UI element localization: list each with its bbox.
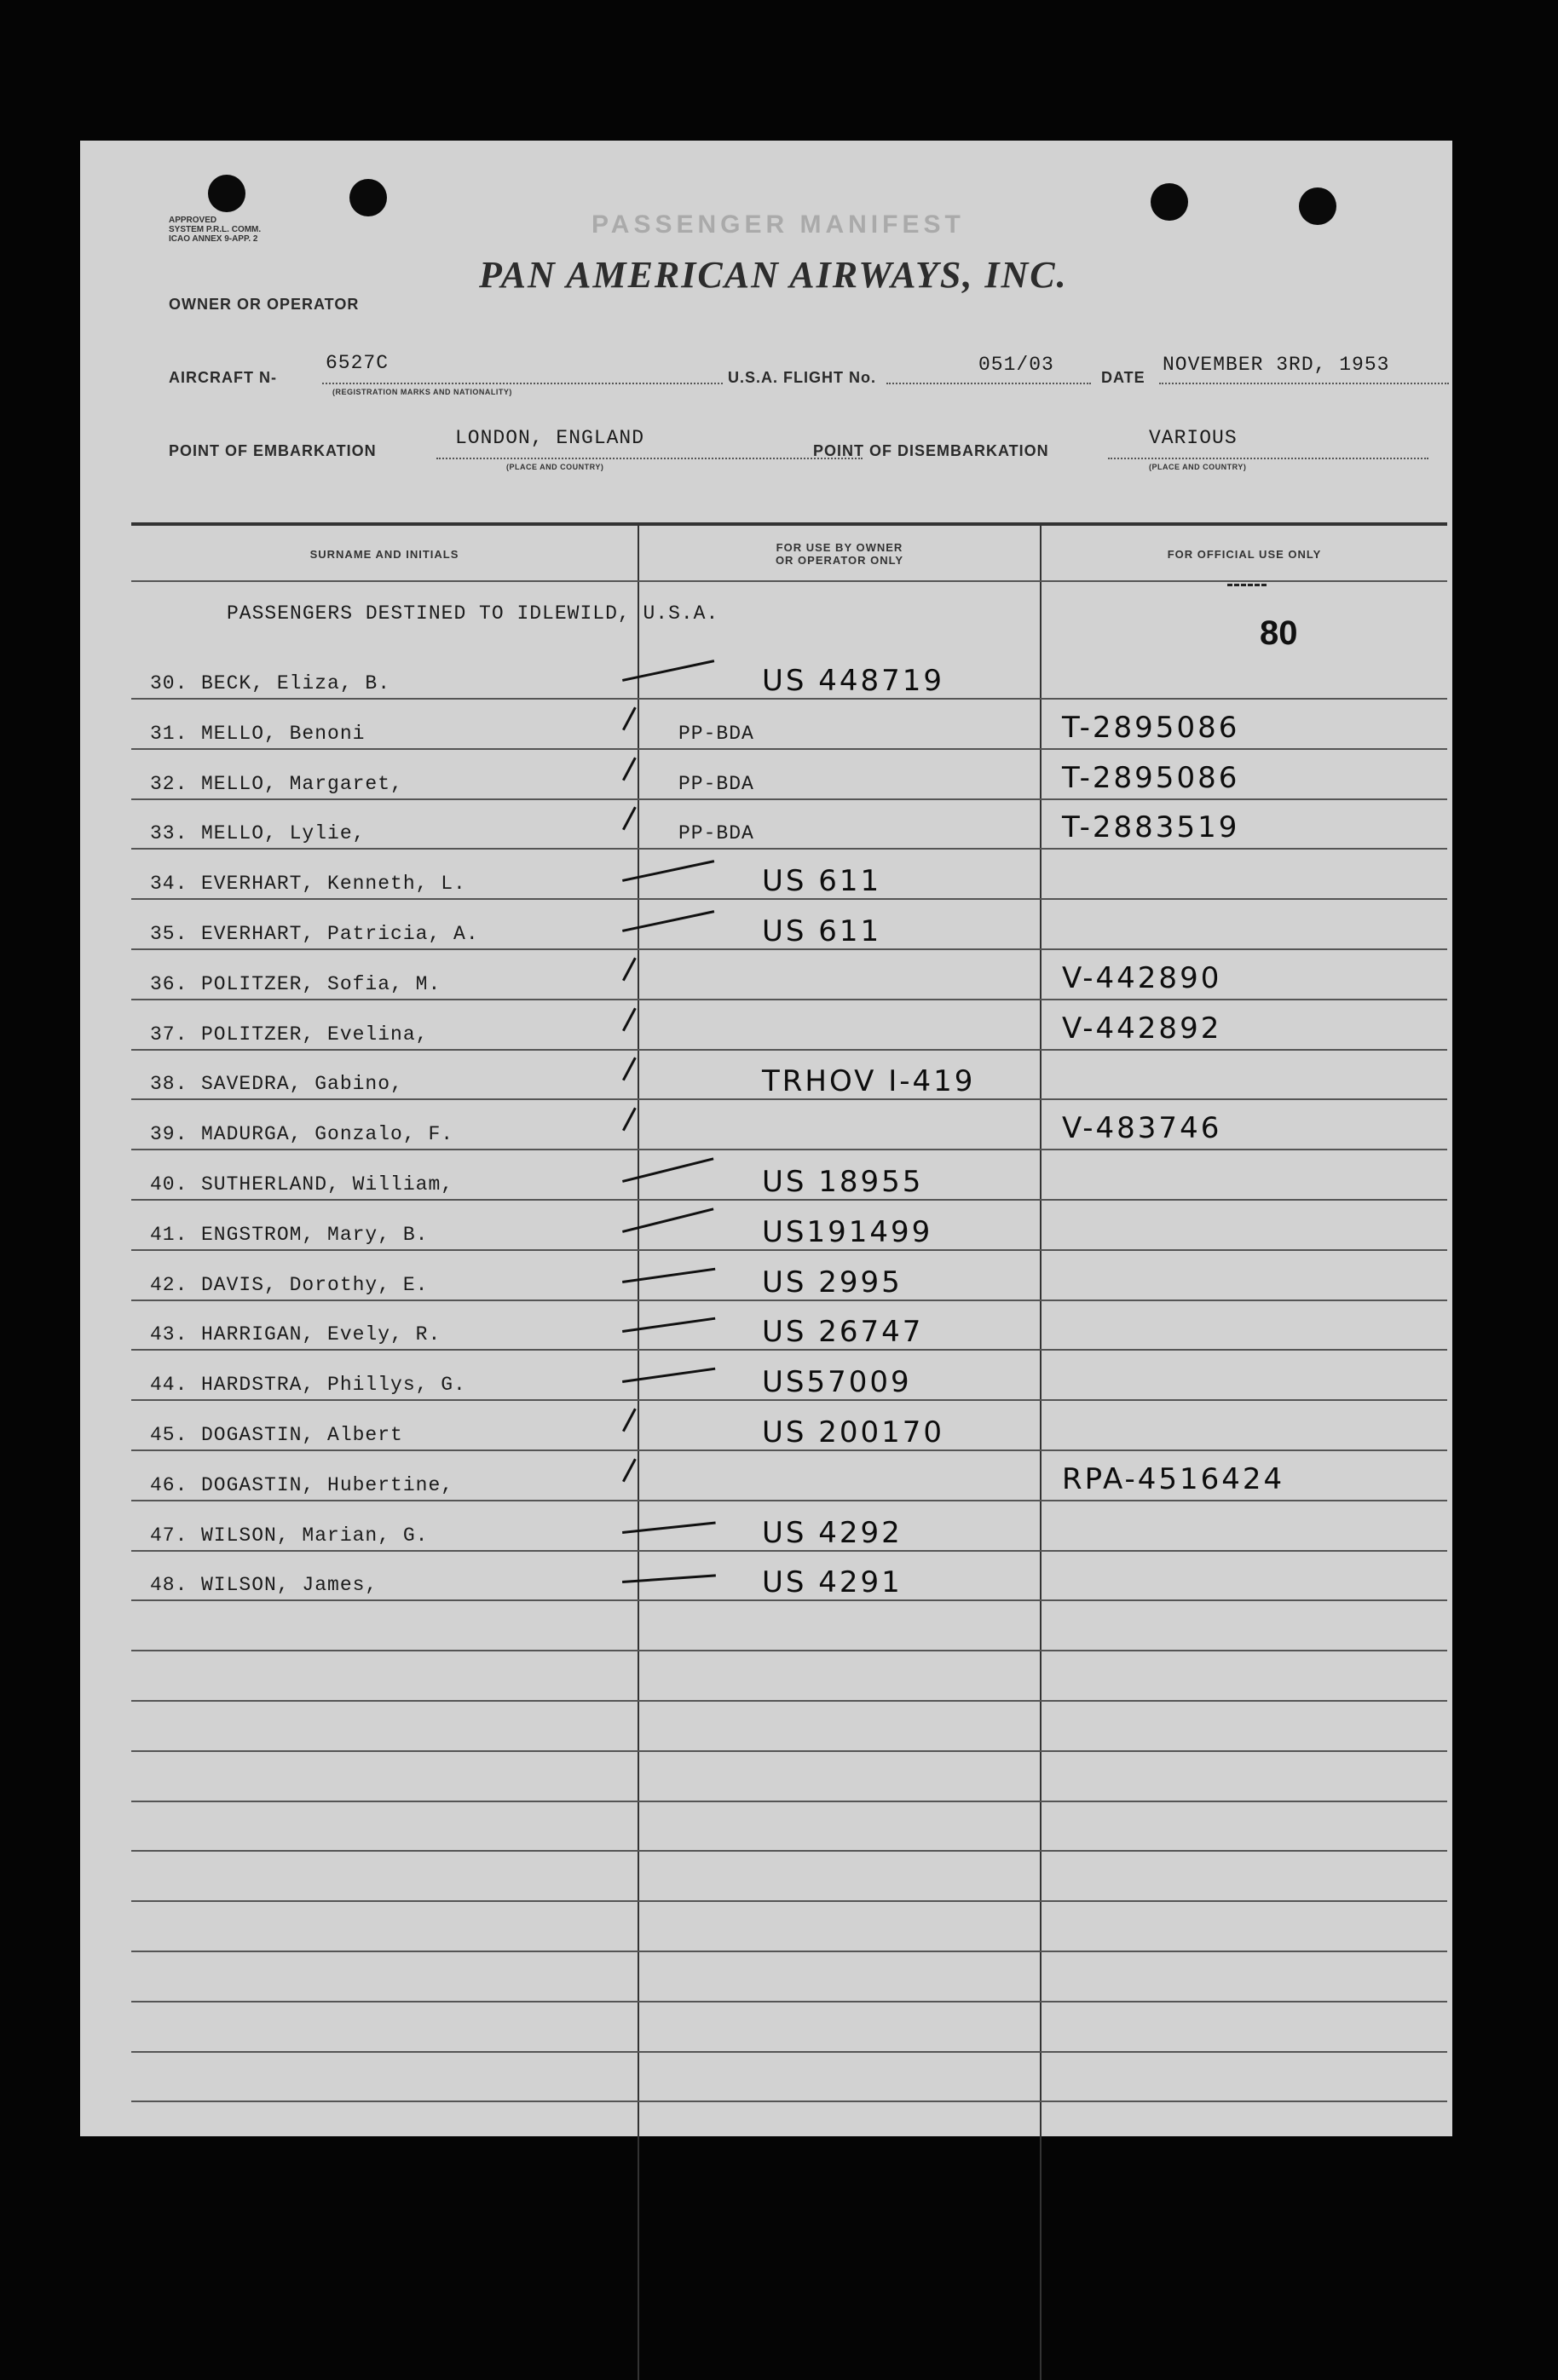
header-bottom-border [131, 580, 1447, 582]
column-header-surname: SURNAME AND INITIALS [309, 548, 459, 561]
passenger-number: 35. [150, 923, 188, 945]
official-entry: T-2895086 [1062, 760, 1240, 795]
page-count-dashes [1227, 584, 1267, 589]
column-header-owner-line-2: OR OPERATOR ONLY [775, 554, 904, 567]
column-header-owner [639, 541, 1040, 567]
check-mark [622, 1368, 715, 1383]
passenger-number: 33. [150, 822, 188, 845]
passenger-name: MELLO, Lylie, [201, 822, 366, 845]
flight-value: 051/03 [978, 354, 1054, 376]
owner-entry: US57009 [762, 1365, 912, 1400]
blank-row-rule [131, 2001, 1447, 2003]
check-mark [622, 1007, 637, 1031]
passenger-name: POLITZER, Evelina, [201, 1023, 429, 1046]
passenger-name: EVERHART, Kenneth, L. [201, 873, 466, 896]
check-mark [622, 1409, 637, 1432]
manifest-page [80, 141, 1452, 2136]
passenger-number: 32. [150, 772, 188, 795]
owner-entry: US 4292 [762, 1515, 903, 1550]
passenger-name: WILSON, James, [201, 1574, 378, 1597]
owner-entry: PP-BDA [678, 772, 754, 795]
passenger-number: 30. [150, 672, 188, 694]
owner-entry: US191499 [762, 1214, 933, 1249]
check-mark [622, 706, 637, 730]
passenger-name: MADURGA, Gonzalo, F. [201, 1123, 454, 1146]
passenger-number: 48. [150, 1574, 188, 1597]
passenger-number: 31. [150, 722, 188, 745]
passenger-name: DOGASTIN, Hubertine, [201, 1473, 454, 1496]
check-mark [622, 1267, 715, 1282]
row-rule [131, 898, 1447, 900]
passenger-number: 38. [150, 1073, 188, 1096]
blank-row-rule [131, 2051, 1447, 2053]
passenger-number: 47. [150, 1524, 188, 1547]
punch-hole-right-1 [1151, 183, 1188, 221]
blank-row-rule [131, 1850, 1447, 1852]
check-mark [622, 957, 637, 981]
passenger-name: DOGASTIN, Albert [201, 1424, 403, 1446]
section-heading: PASSENGERS DESTINED TO IDLEWILD, U.S.A. [227, 602, 719, 625]
embark-place-note: (PLACE AND COUNTRY) [506, 463, 604, 471]
passenger-name: DAVIS, Dorothy, E. [201, 1273, 429, 1296]
passenger-number: 44. [150, 1374, 188, 1397]
check-mark [622, 1207, 713, 1233]
passenger-number: 41. [150, 1223, 188, 1246]
passenger-number: 43. [150, 1323, 188, 1346]
company-name: PAN AMERICAN AIRWAYS, INC. [479, 254, 1068, 296]
official-entry: RPA-4516424 [1062, 1461, 1285, 1496]
disembark-place-note: (PLACE AND COUNTRY) [1149, 463, 1247, 471]
check-mark [622, 1157, 713, 1183]
passenger-number: 34. [150, 873, 188, 896]
approved-line-3: ICAO ANNEX 9-APP. 2 [169, 234, 258, 244]
owner-entry: TRHOV I-419 [762, 1064, 976, 1099]
owner-entry: US 4291 [762, 1565, 903, 1600]
page-count: 80 [1260, 614, 1298, 652]
passenger-name: MELLO, Margaret, [201, 772, 403, 795]
passenger-number: 36. [150, 972, 188, 995]
check-mark [622, 757, 637, 781]
blank-row-rule [131, 1650, 1447, 1651]
passenger-name: BECK, Eliza, B. [201, 672, 391, 694]
check-mark [622, 1057, 637, 1081]
row-rule [131, 798, 1447, 800]
passenger-number: 40. [150, 1173, 188, 1196]
owner-entry: PP-BDA [678, 822, 754, 845]
passenger-name: HARRIGAN, Evely, R. [201, 1323, 441, 1346]
blank-row-rule [131, 1700, 1447, 1702]
row-rule [131, 748, 1447, 750]
official-entry: V-442892 [1062, 1011, 1222, 1046]
official-entry: T-2883519 [1062, 810, 1240, 845]
aircraft-label: AIRCRAFT N- [169, 369, 277, 386]
passenger-name: ENGSTROM, Mary, B. [201, 1223, 429, 1246]
punch-hole-right-2 [1299, 187, 1336, 225]
flight-label: U.S.A. FLIGHT No. [728, 369, 876, 386]
blank-row-rule [131, 1801, 1447, 1802]
row-rule [131, 1149, 1447, 1150]
owner-entry: US 18955 [762, 1165, 924, 1199]
passenger-number: 42. [150, 1273, 188, 1296]
owner-entry: US 448719 [762, 664, 945, 698]
check-mark [622, 1458, 637, 1482]
date-value: NOVEMBER 3RD, 1953 [1163, 354, 1390, 376]
owner-entry: US 2995 [762, 1265, 903, 1299]
passenger-name: SUTHERLAND, William, [201, 1173, 454, 1196]
check-mark [622, 910, 714, 932]
check-mark [622, 660, 714, 682]
passenger-name: HARDSTRA, Phillys, G. [201, 1374, 466, 1397]
check-mark [622, 1317, 715, 1333]
punch-hole-left-1 [208, 175, 245, 212]
passenger-name: POLITZER, Sofia, M. [201, 972, 441, 995]
row-rule [131, 999, 1447, 1000]
row-rule [131, 1349, 1447, 1351]
row-rule [131, 1449, 1447, 1451]
approved-line-1: APPROVED [169, 216, 217, 225]
row-rule [131, 1098, 1447, 1100]
row-rule [131, 1249, 1447, 1251]
blank-row-rule [131, 1750, 1447, 1752]
check-mark [622, 807, 637, 831]
aircraft-value: 6527C [326, 352, 390, 374]
blank-row-rule [131, 2101, 1447, 2102]
column-header-official: FOR OFFICIAL USE ONLY [1167, 548, 1322, 561]
passenger-name: SAVEDRA, Gabino, [201, 1073, 403, 1096]
official-entry: V-483746 [1062, 1111, 1222, 1146]
row-rule [131, 1049, 1447, 1051]
row-rule [131, 1550, 1447, 1552]
punch-hole-left-2 [349, 179, 387, 216]
owner-entry: US 26747 [762, 1315, 924, 1350]
table-top-border [131, 522, 1447, 526]
passenger-number: 45. [150, 1424, 188, 1446]
official-entry: T-2895086 [1062, 710, 1240, 745]
owner-entry: PP-BDA [678, 722, 754, 745]
date-label: DATE [1101, 369, 1145, 386]
passenger-number: 39. [150, 1123, 188, 1146]
registration-note: (REGISTRATION MARKS AND NATIONALITY) [332, 388, 512, 396]
passenger-name: MELLO, Benoni [201, 722, 366, 745]
passenger-number: 37. [150, 1023, 188, 1046]
row-rule [131, 948, 1447, 950]
official-entry: V-442890 [1062, 960, 1222, 995]
row-rule [131, 1199, 1447, 1201]
passenger-name: EVERHART, Patricia, A. [201, 923, 479, 945]
disembark-value: VARIOUS [1149, 427, 1238, 449]
row-rule [131, 1500, 1447, 1501]
row-rule [131, 848, 1447, 850]
embark-value: LONDON, ENGLAND [455, 427, 645, 449]
row-rule [131, 1299, 1447, 1301]
approved-block [169, 216, 261, 244]
owner-entry: US 200170 [762, 1415, 945, 1449]
embark-label: POINT OF EMBARKATION [169, 442, 377, 459]
owner-label: OWNER OR OPERATOR [169, 296, 360, 313]
check-mark [622, 1575, 716, 1584]
blank-row-rule [131, 1900, 1447, 1902]
approved-line-2: SYSTEM P.R.L. COMM. [169, 225, 262, 234]
row-rule [131, 1399, 1447, 1401]
row-rule [131, 698, 1447, 700]
blank-row-rule [131, 1951, 1447, 1952]
passenger-name: WILSON, Marian, G. [201, 1524, 429, 1547]
form-title: PASSENGER MANIFEST [591, 210, 965, 239]
check-mark [622, 1108, 637, 1132]
check-mark [622, 860, 714, 882]
row-rule [131, 1599, 1447, 1601]
passenger-number: 46. [150, 1473, 188, 1496]
check-mark [622, 1521, 716, 1533]
owner-entry: US 611 [762, 914, 882, 948]
owner-entry: US 611 [762, 864, 882, 899]
column-header-owner-line-1: FOR USE BY OWNER [776, 541, 903, 554]
disembark-label: POINT OF DISEMBARKATION [813, 442, 1049, 459]
